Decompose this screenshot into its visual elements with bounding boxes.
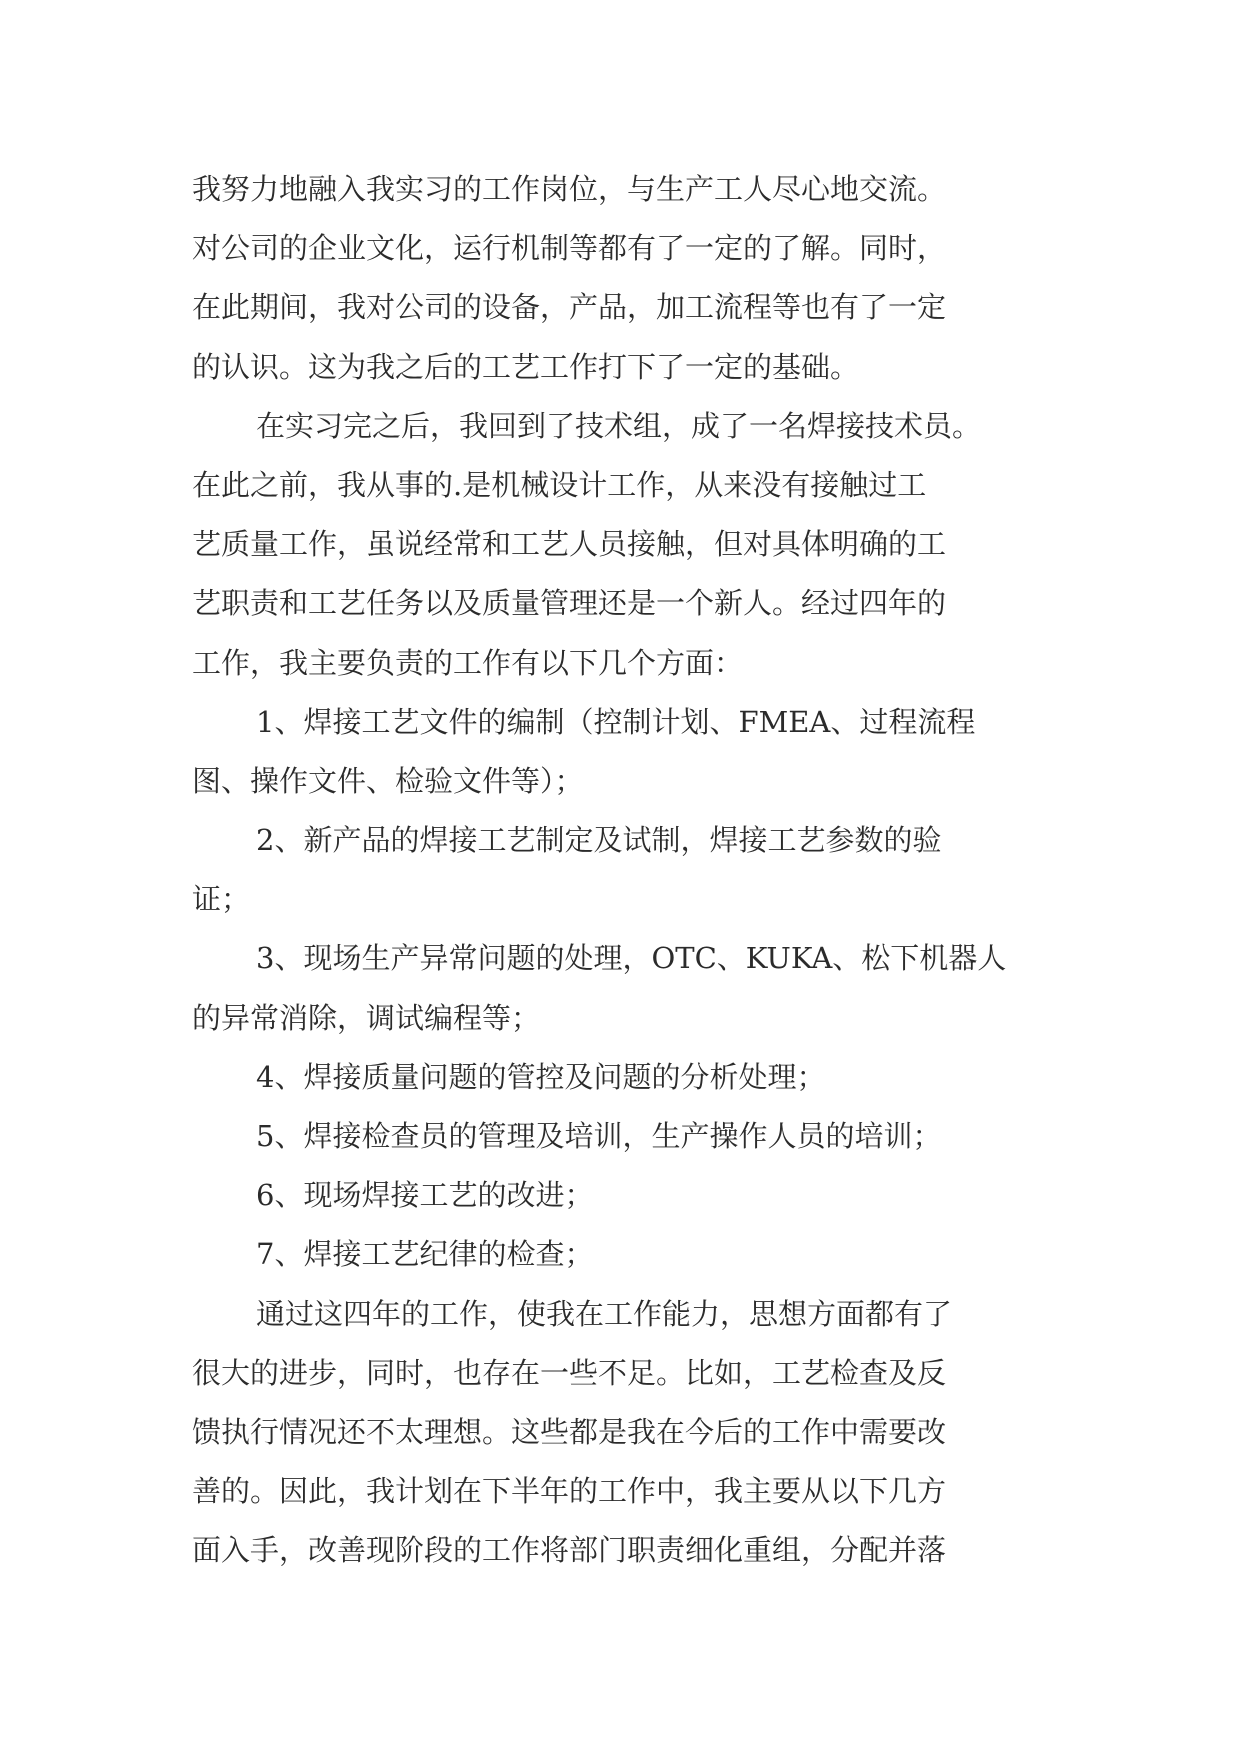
- text-line: 4、焊接质量问题的管控及问题的分析处理；: [256, 1059, 826, 1094]
- text-line: 3、现场生产异常问题的处理，OTC、KUKA、松下机器人: [256, 941, 1007, 976]
- text-line: 2、新产品的焊接工艺制定及试制，焊接工艺参数的验: [256, 823, 942, 858]
- text-line: 我努力地融入我实习的工作岗位，与生产工人尽心地交流。: [192, 172, 947, 206]
- text-line: 的认识。这为我之后的工艺工作打下了一定的基础。: [192, 349, 860, 384]
- text-line: 很大的进步，同时，也存在一些不足。比如，工艺检查及反: [192, 1355, 947, 1390]
- text-line: 通过这四年的工作，使我在工作能力，思想方面都有了: [256, 1296, 953, 1331]
- text-line: 善的。因此，我计划在下半年的工作中，我主要从以下几方: [192, 1474, 947, 1509]
- text-line: 在此期间，我对公司的设备，产品，加工流程等也有了一定: [192, 290, 947, 325]
- text-line: 7、焊接工艺纪律的检查；: [256, 1237, 594, 1272]
- text-line: 图、操作文件、检验文件等）；: [192, 763, 584, 798]
- text-line: 5、焊接检查员的管理及培训，生产操作人员的培训；: [256, 1119, 942, 1153]
- text-line: 6、现场焊接工艺的改进；: [256, 1178, 594, 1213]
- text-line: 的异常消除，调试编程等；: [192, 1000, 541, 1035]
- text-line: 对公司的企业文化，运行机制等都有了一定的了解。同时，: [192, 231, 947, 266]
- text-line: 面入手，改善现阶段的工作将部门职责细化重组，分配并落: [192, 1533, 947, 1568]
- text-line: 馈执行情况还不太理想。这些都是我在今后的工作中需要改: [192, 1414, 947, 1449]
- text-line: 证；: [192, 882, 251, 917]
- text-line: 在此之前，我从事的.是机械设计工作，从来没有接触过工: [192, 467, 927, 502]
- text-line: 1、焊接工艺文件的编制（控制计划、FMEA、过程流程: [256, 704, 976, 739]
- document-body: [192, 160, 1062, 1581]
- text-line: 在实习完之后，我回到了技术组，成了一名焊接技术员。: [256, 408, 982, 443]
- text-line: 艺职责和工艺任务以及质量管理还是一个新人。经过四年的: [192, 586, 947, 621]
- text-line: 工作，我主要负责的工作有以下几个方面：: [192, 645, 744, 680]
- text-line: 艺质量工作，虽说经常和工艺人员接触，但对具体明确的工: [192, 527, 947, 562]
